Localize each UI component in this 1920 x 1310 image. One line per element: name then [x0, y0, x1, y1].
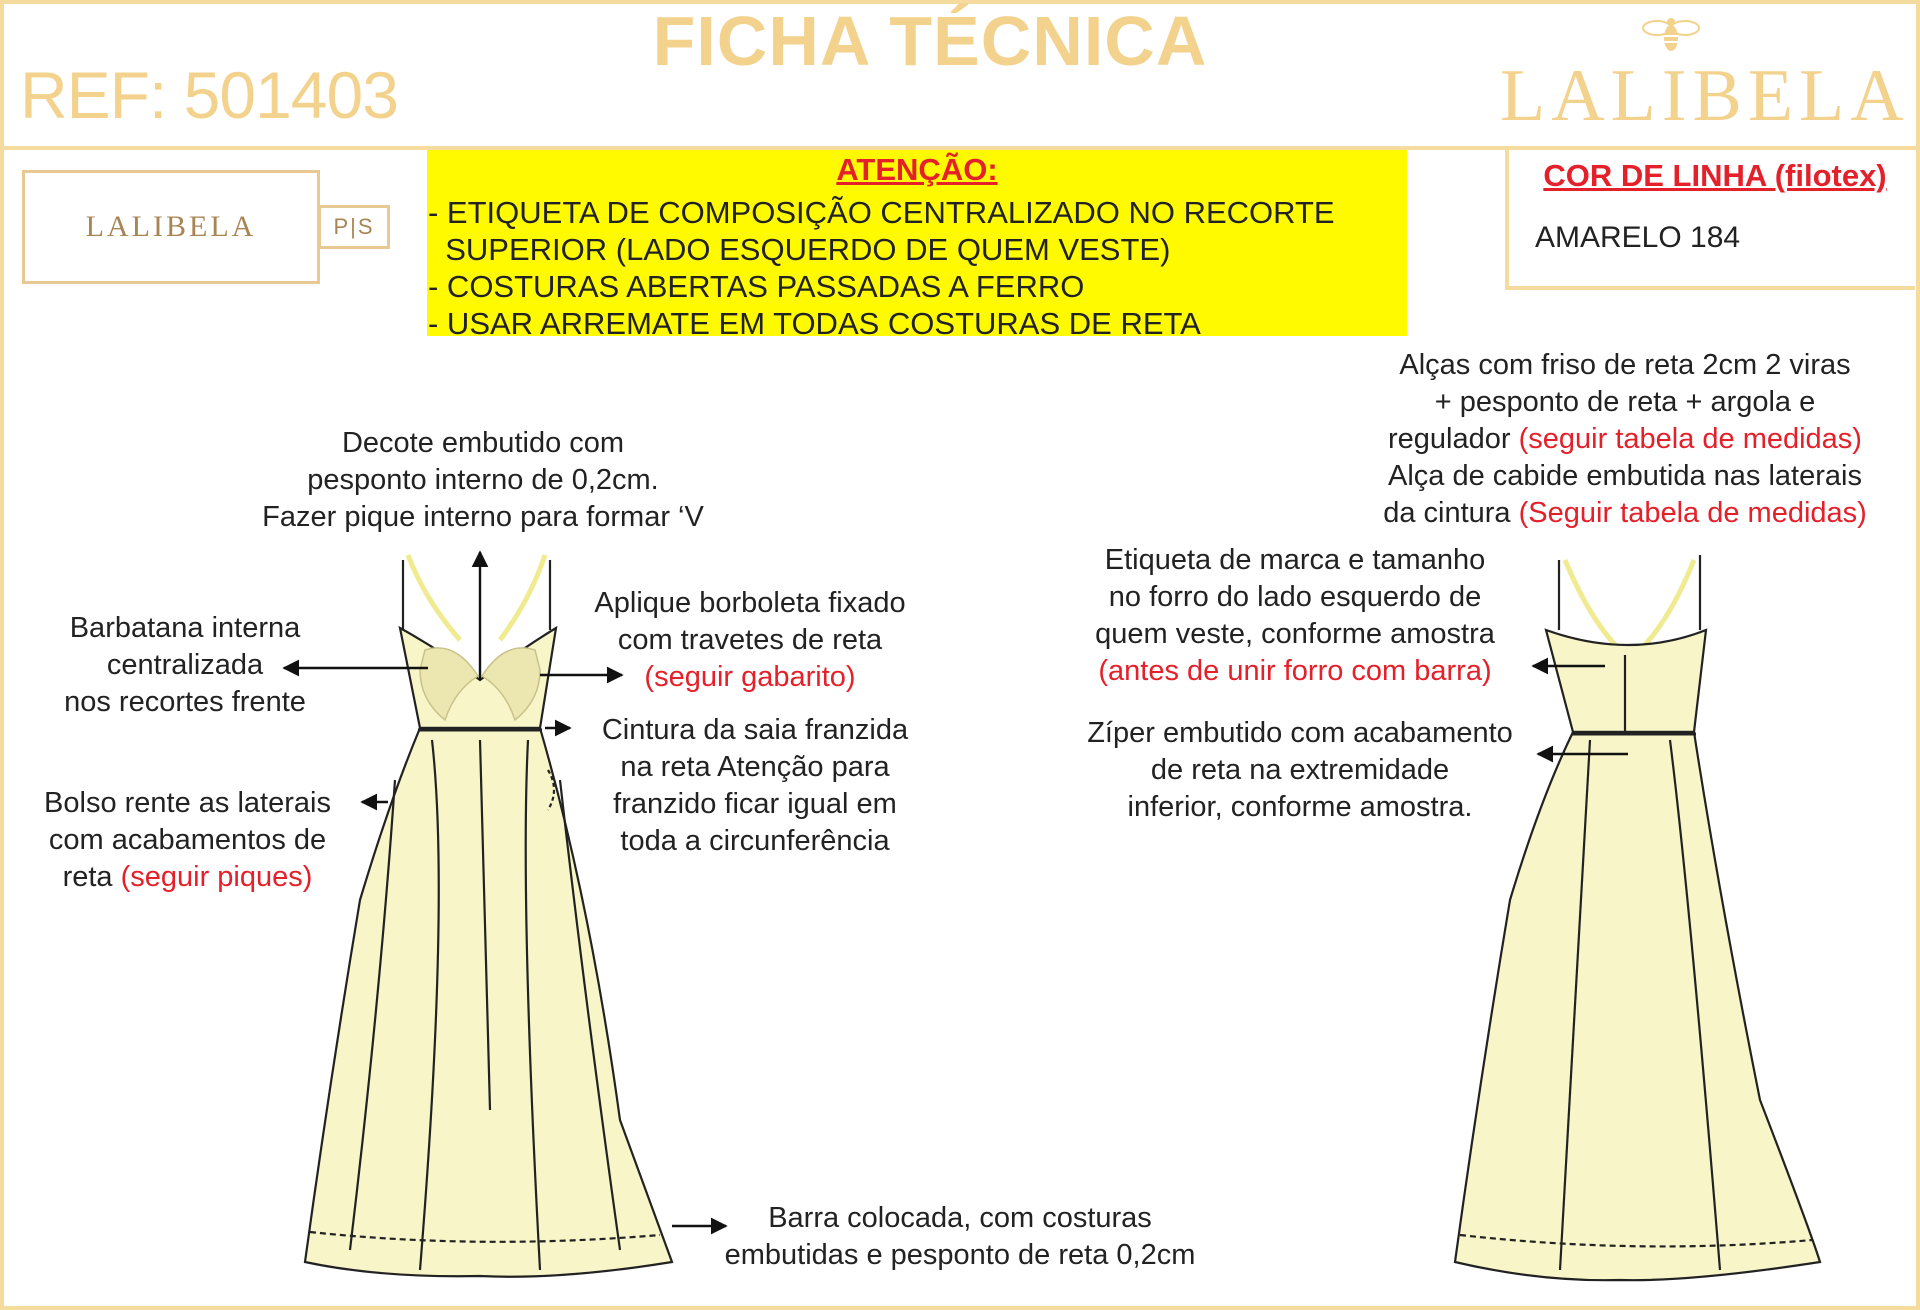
brand-label-sample: LALIBELA — [22, 170, 320, 284]
note-line: + pesponto de reta + argola e — [1434, 386, 1816, 418]
note-line-alert: (Seguir tabela de medidas) — [1518, 497, 1867, 529]
note-line-alert: (seguir tabela de medidas) — [1518, 423, 1862, 455]
note-brand-label — [1055, 542, 1535, 690]
note-line: de reta na extremidade — [1150, 754, 1450, 786]
size-tag: P|S — [318, 205, 390, 249]
note-line: da cintura — [1383, 497, 1519, 529]
note-line: regulador — [1388, 423, 1519, 455]
note-line: Alça de cabide embutida nas laterais — [1388, 460, 1862, 492]
note-line: no forro do lado esquerdo de — [1108, 581, 1482, 613]
note-line: na reta Atenção para — [620, 751, 890, 783]
note-line: Fazer pique interno para formar ‘V — [262, 501, 704, 533]
note-line-alert: (seguir gabarito) — [644, 661, 856, 693]
note-boning — [40, 610, 330, 721]
note-line: Alças com friso de reta 2cm 2 viras — [1399, 349, 1851, 381]
page-title: FICHA TÉCNICA — [652, 2, 1208, 80]
note-line: nos recortes frente — [64, 686, 306, 718]
note-pocket — [20, 785, 355, 896]
note-zipper — [1060, 715, 1540, 826]
note-line-alert: (seguir piques) — [120, 861, 313, 893]
note-line: com acabamentos de — [48, 824, 327, 856]
note-line: Decote embutido com — [341, 427, 625, 459]
note-line: Zíper embutido com acabamento — [1087, 717, 1513, 749]
note-line: franzido ficar igual em — [613, 788, 897, 820]
note-line: Aplique borboleta fixado — [594, 587, 906, 619]
attention-line: - USAR ARREMATE EM TODAS COSTURAS DE RETA — [428, 306, 1201, 341]
note-line: reta — [62, 861, 121, 893]
attention-line: SUPERIOR (LADO ESQUERDO DE QUEM VESTE) — [428, 232, 1171, 267]
note-waist — [575, 712, 935, 860]
note-straps — [1335, 347, 1915, 532]
brand-logo: LALIBELA — [1500, 55, 1910, 137]
reference-number: REF: 501403 — [20, 58, 398, 132]
note-neckline — [230, 425, 736, 536]
attention-title: ATENÇÃO: — [836, 152, 998, 187]
note-line: quem veste, conforme amostra — [1095, 618, 1495, 650]
note-applique — [565, 585, 935, 696]
note-line: inferior, conforme amostra. — [1127, 791, 1473, 823]
note-hem — [680, 1200, 1240, 1274]
note-line-alert: (antes de unir forro com barra) — [1098, 655, 1492, 687]
thread-color-value: AMARELO 184 — [1535, 221, 1741, 254]
thread-color-title: COR DE LINHA (filotex) — [1543, 158, 1887, 193]
note-line: centralizada — [106, 649, 264, 681]
note-line: Barra colocada, com costuras — [768, 1202, 1152, 1234]
note-line: Barbatana interna — [69, 612, 301, 644]
note-line: toda a circunferência — [620, 825, 890, 857]
note-line: com travetes de reta — [617, 624, 883, 656]
note-line: pesponto interno de 0,2cm. — [307, 464, 659, 496]
note-line: Bolso rente as laterais — [44, 787, 331, 819]
note-line: Cintura da saia franzida — [601, 714, 909, 746]
attention-line: - COSTURAS ABERTAS PASSADAS A FERRO — [428, 269, 1085, 304]
attention-line: - ETIQUETA DE COMPOSIÇÃO CENTRALIZADO NO RECORTE — [428, 195, 1335, 230]
note-line: Etiqueta de marca e tamanho — [1104, 544, 1486, 576]
note-line: embutidas e pesponto de reta 0,2cm — [724, 1239, 1196, 1271]
